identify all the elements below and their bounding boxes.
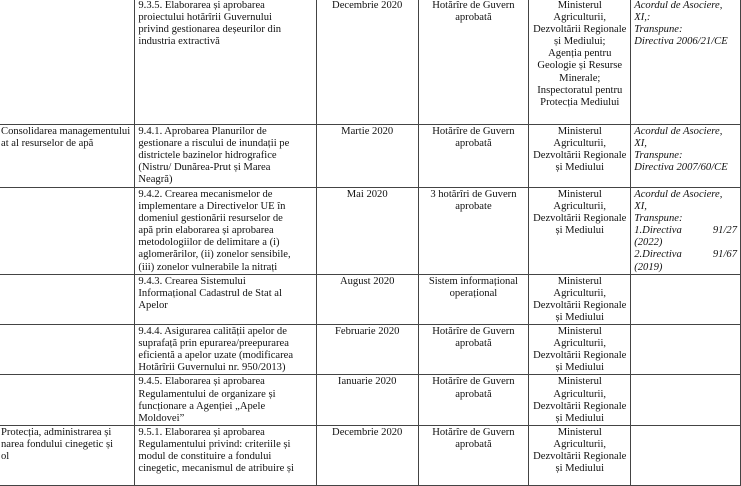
area-cell	[0, 0, 135, 125]
deadline-cell: Ianuarie 2020	[316, 375, 418, 425]
task-cell	[135, 125, 316, 188]
directive-line	[634, 225, 737, 237]
institution-line: Agriculturii,	[553, 138, 607, 150]
task-line: Neagră)	[138, 174, 173, 186]
institution-line: Dezvoltării Regionale	[533, 299, 627, 311]
document-line: aprobată	[455, 438, 492, 450]
reference-line: Directiva 2006/21/CE	[634, 36, 728, 48]
reference-line: XI,	[634, 138, 647, 150]
table-row	[0, 375, 741, 425]
task-cell	[135, 325, 316, 375]
institution-line: Dezvoltării Regionale	[533, 350, 627, 362]
institution-cell	[529, 0, 631, 125]
institution-line: și Mediului	[555, 162, 605, 174]
task-line: proiectului hotărîrii Guvernului	[138, 12, 272, 24]
document-line: Hotărîre de Guvern	[432, 326, 515, 338]
task-line: 9.4.3. Crearea Sistemului	[138, 275, 246, 287]
institution-cell	[529, 125, 631, 188]
reference-cell	[631, 125, 741, 188]
institution-line: Protecția Mediului	[540, 96, 620, 108]
directive-label: (2019)	[634, 261, 663, 273]
deadline-cell: Decembrie 2020	[316, 0, 418, 125]
institution-line: Dezvoltării Regionale	[533, 213, 627, 225]
task-line: Informațional Cadastrul de Stat al	[138, 287, 282, 299]
task-line: metodologiilor de delimitare a (i)	[138, 237, 280, 249]
task-line: Apelor	[138, 299, 168, 311]
area-line: at al resurselor de apă	[1, 138, 94, 150]
task-line: 9.4.1. Aprobarea Planurilor de	[138, 126, 267, 137]
document-line: operațional	[449, 287, 498, 299]
table-row	[0, 0, 741, 125]
task-line: apă prin elaborarea și aprobarea	[138, 225, 274, 237]
institution-line: Agenția pentru	[548, 48, 612, 60]
reference-cell	[631, 325, 741, 375]
table-row	[0, 188, 741, 275]
area-cell	[0, 325, 135, 375]
document-line: Sistem informațional	[428, 275, 518, 287]
institution-line: Dezvoltării Regionale	[533, 450, 627, 462]
table-row	[0, 274, 741, 324]
task-line: Hotărîrii Guvernului nr. 950/2013)	[138, 362, 286, 374]
area-cell	[0, 375, 135, 425]
document-line: aprobată	[455, 138, 492, 150]
directive-label: 1.Directiva	[634, 225, 682, 237]
reference-cell	[631, 375, 741, 425]
document-line: Hotărîre de Guvern	[432, 426, 515, 438]
document-line: Hotărîre de Guvern	[432, 0, 515, 11]
institution-line: și Mediului	[555, 225, 605, 237]
institution-line: Dezvoltării Regionale	[533, 150, 627, 162]
institution-line: și Mediului	[555, 412, 605, 424]
institution-line: Minerale;	[559, 72, 601, 84]
document-line: aprobate	[455, 201, 492, 213]
task-line: eficientă a apelor uzate (modificarea	[138, 350, 294, 362]
institution-cell	[529, 188, 631, 275]
deadline-cell: Decembrie 2020	[316, 425, 418, 485]
document-cell	[418, 325, 529, 375]
institution-line: Agriculturii,	[553, 12, 607, 24]
institution-line: Ministerul	[557, 275, 602, 287]
deadline-cell: Mai 2020	[316, 188, 418, 275]
institution-line: Agriculturii,	[553, 388, 607, 400]
task-line: privind gestionarea deșeurilor din	[138, 24, 282, 36]
reference-cell	[631, 425, 741, 485]
area-line: Protecția, administrarea și	[1, 426, 112, 438]
task-line: modul de constituire a fondului	[138, 450, 272, 462]
document-cell	[418, 125, 529, 188]
reference-line: Transpune:	[634, 24, 683, 36]
area-cell	[0, 125, 135, 188]
reference-line: Acordul de Asociere,	[634, 189, 723, 200]
task-line: (iii) zonelor vulnerabile la nitrați	[138, 261, 278, 273]
directive-line	[634, 237, 737, 249]
area-cell	[0, 274, 135, 324]
task-line: implementare a Directivelor UE în	[138, 201, 286, 213]
institution-line: Ministerul	[557, 126, 602, 137]
institution-line: Agriculturii,	[553, 287, 607, 299]
institution-line: și Mediului	[555, 463, 605, 475]
reference-cell	[631, 274, 741, 324]
institution-cell	[529, 375, 631, 425]
reference-cell	[631, 188, 741, 275]
document-line: Hotărîre de Guvern	[432, 376, 515, 388]
table-row	[0, 325, 741, 375]
document-cell	[418, 188, 529, 275]
directive-label: (2022)	[634, 237, 663, 249]
task-line: 9.3.5. Elaborarea și aprobarea	[138, 0, 265, 11]
task-cell	[135, 188, 316, 275]
institution-line: și Mediului;	[554, 36, 606, 48]
task-line: aglomerărilor, (ii) zonelor sensibile,	[138, 249, 291, 261]
deadline-cell: Martie 2020	[316, 125, 418, 188]
task-line: Moldovei”	[138, 412, 185, 424]
institution-line: Geologie și Resurse	[537, 60, 623, 72]
document-cell	[418, 0, 529, 125]
document-line: aprobată	[455, 12, 492, 24]
document-line: aprobată	[455, 388, 492, 400]
document-line: 3 hotărîri de Guvern	[430, 189, 517, 200]
institution-line: Ministerul	[557, 326, 602, 338]
institution-cell	[529, 325, 631, 375]
deadline-cell: August 2020	[316, 274, 418, 324]
document-line: aprobată	[455, 338, 492, 350]
task-line: gestionare a riscului de inundații pe	[138, 138, 290, 150]
directive-label: 2.Directiva	[634, 249, 682, 261]
area-cell	[0, 188, 135, 275]
task-cell	[135, 0, 316, 125]
document-cell	[418, 274, 529, 324]
task-line: 9.4.4. Asigurarea calității apelor de	[138, 326, 287, 338]
institution-line: Agriculturii,	[553, 438, 607, 450]
institution-line: și Mediului	[555, 362, 605, 374]
area-line: Consolidarea managementului	[1, 126, 131, 137]
task-line: (Nistru/ Dunărea-Prut și Marea	[138, 162, 271, 174]
task-line: Regulamentului de organizare și	[138, 388, 276, 400]
task-cell	[135, 425, 316, 485]
institution-line: Dezvoltării Regionale	[533, 400, 627, 412]
institution-line: Dezvoltării Regionale	[533, 24, 627, 36]
reference-line: XI,	[634, 201, 647, 213]
directive-line	[634, 249, 737, 261]
task-line: 9.4.5. Elaborarea și aprobarea	[138, 376, 265, 388]
task-cell	[135, 375, 316, 425]
task-line: cinegetic, mecanismul de atribuire și	[138, 463, 294, 475]
institution-line: și Mediului	[555, 311, 605, 323]
institution-line: Ministerul	[557, 0, 602, 11]
institution-line: Inspectoratul pentru	[537, 84, 623, 96]
task-line: funcționare a Agenției „Apele	[138, 400, 266, 412]
area-cell	[0, 425, 135, 485]
reference-line: Acordul de Asociere,	[634, 126, 723, 137]
area-line: narea fondului cinegetic și	[1, 438, 114, 450]
directive-line	[634, 262, 737, 274]
table-row	[0, 125, 741, 188]
institution-cell	[529, 274, 631, 324]
area-line: ol	[1, 450, 10, 462]
deadline-cell: Februarie 2020	[316, 325, 418, 375]
task-line: industria extractivă	[138, 36, 220, 48]
task-line: 9.4.2. Crearea mecanismelor de	[138, 189, 273, 200]
table-row	[0, 425, 741, 485]
task-line: 9.5.1. Elaborarea și aprobarea	[138, 426, 265, 438]
institution-line: Ministerul	[557, 426, 602, 438]
reference-line: Transpune:	[634, 213, 683, 225]
document-cell	[418, 375, 529, 425]
task-line: suprafață prin epurarea/preepurarea	[138, 338, 289, 350]
reference-cell	[631, 0, 741, 125]
institution-cell	[529, 425, 631, 485]
institution-line: Agriculturii,	[553, 338, 607, 350]
document-line: Hotărîre de Guvern	[432, 126, 515, 137]
task-line: districtele bazinelor hidrografice	[138, 150, 277, 162]
directive-number: 91/27	[712, 225, 737, 237]
institution-line: Agriculturii,	[553, 201, 607, 213]
task-line: Regulamentului privind: criteriile și	[138, 438, 291, 450]
reference-line: XI,:	[634, 12, 651, 24]
reference-line: Transpune:	[634, 150, 683, 162]
institution-line: Ministerul	[557, 189, 602, 200]
reference-line: Directiva 2007/60/CE	[634, 162, 728, 174]
task-line: domeniul gestionării resurselor de	[138, 213, 283, 225]
institution-line: Ministerul	[557, 376, 602, 388]
directive-number: 91/67	[712, 249, 737, 261]
task-cell	[135, 274, 316, 324]
document-cell	[418, 425, 529, 485]
reference-line: Acordul de Asociere,	[634, 0, 723, 11]
